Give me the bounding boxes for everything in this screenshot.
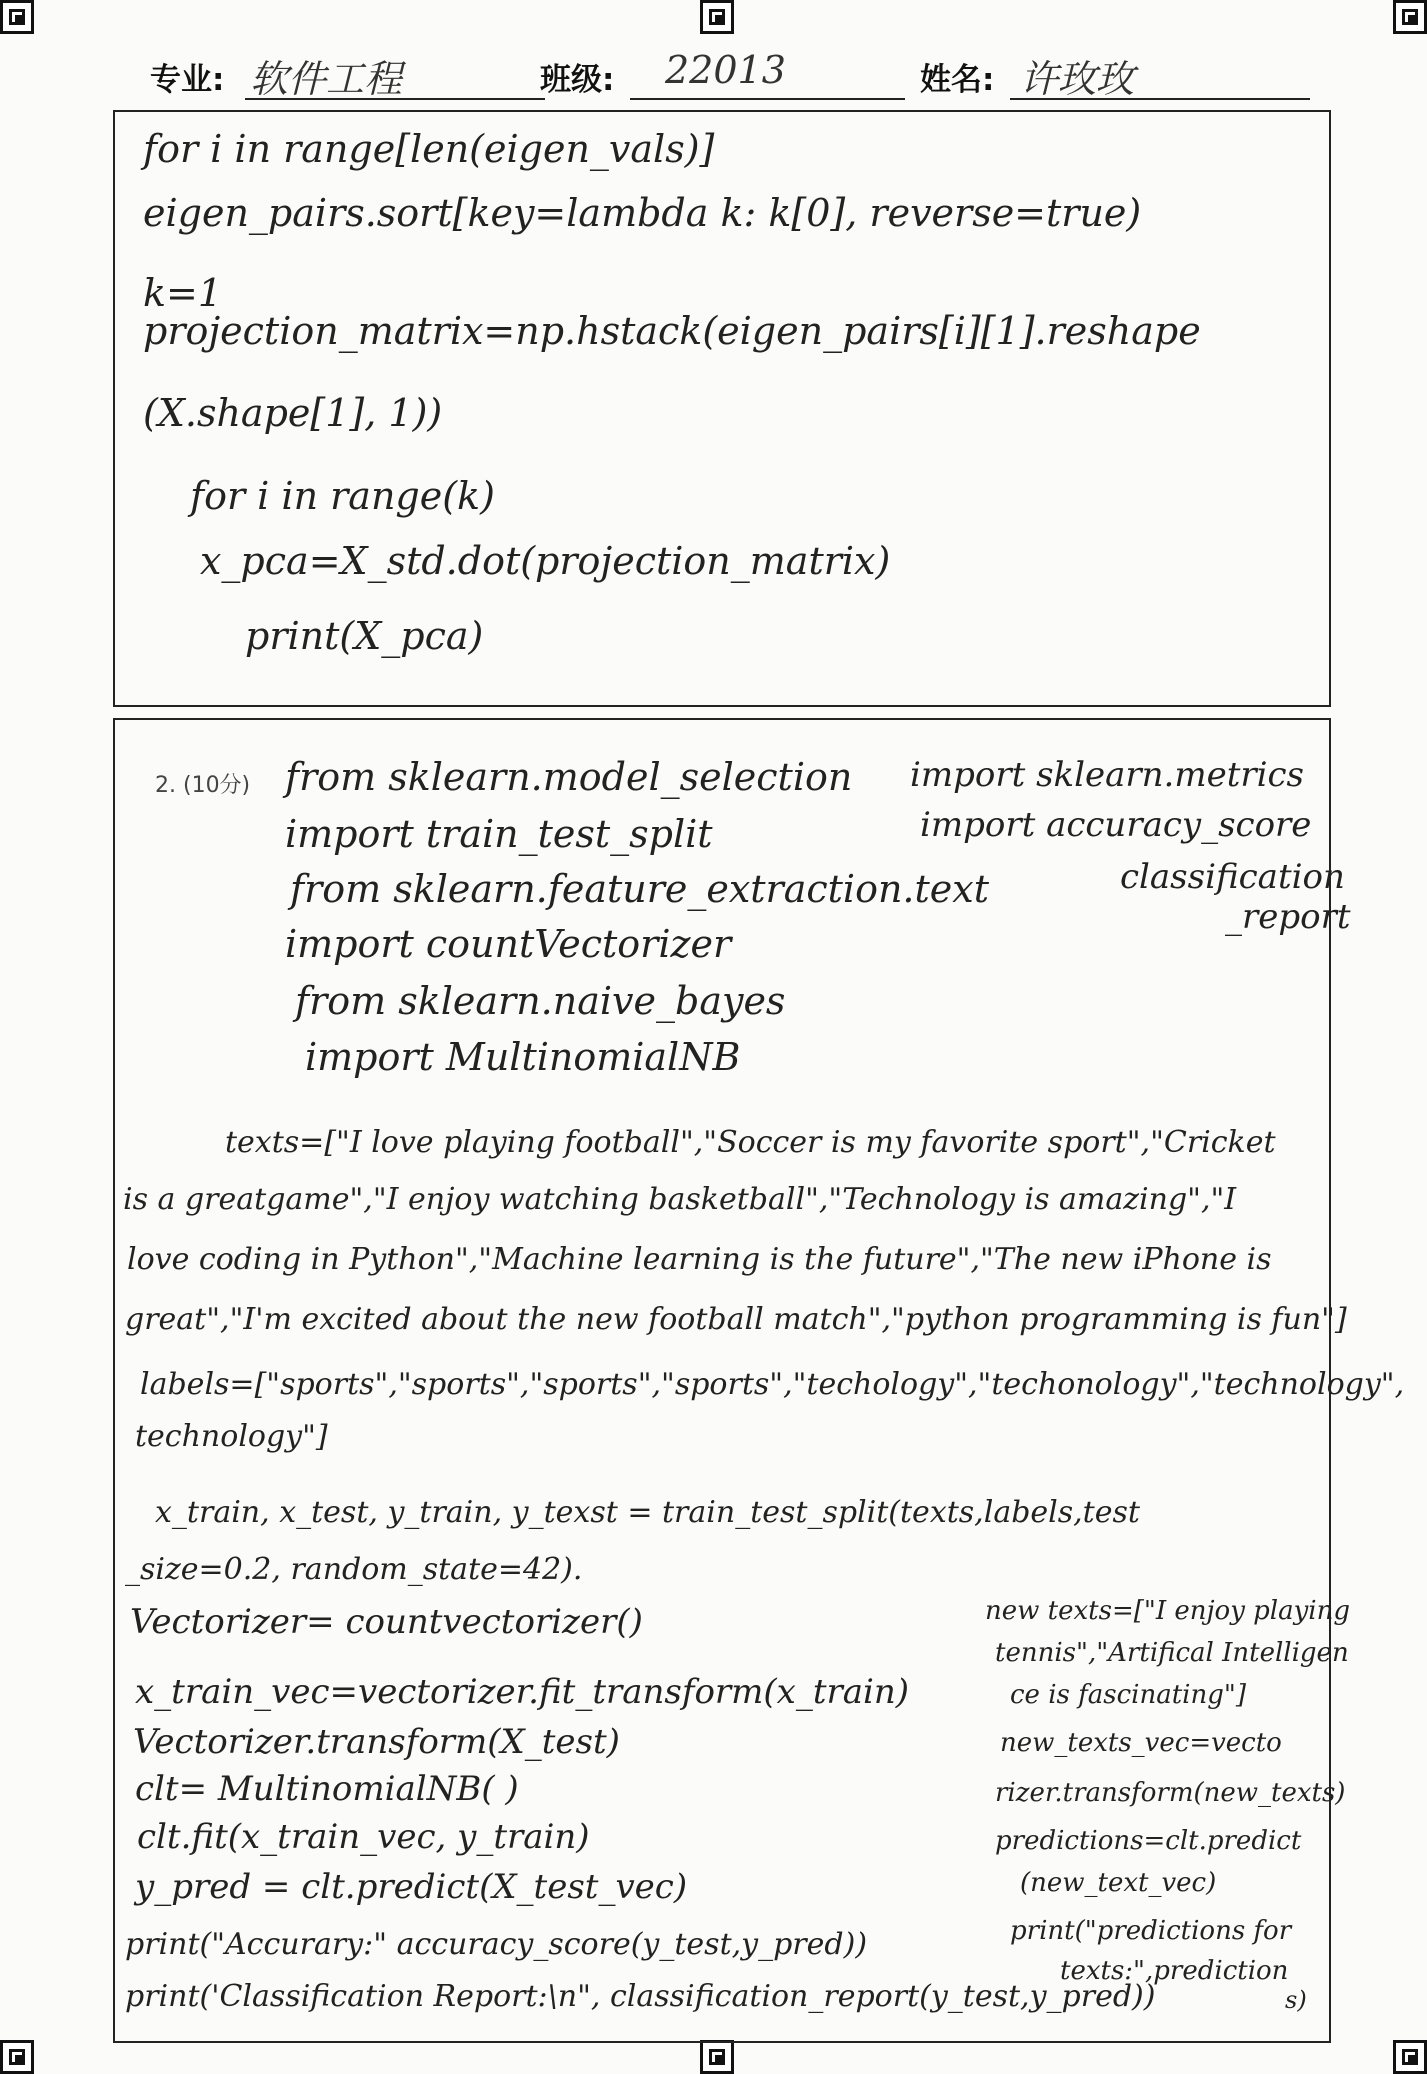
class-underline [630,98,905,100]
class-label: 班级: [540,62,615,98]
side-code-line: print("predictions for [1010,1916,1292,1946]
registration-marker-bottom-right [1393,2040,1427,2074]
header [150,48,1315,108]
registration-marker-bottom-left [0,2040,34,2074]
side-code-line: rizer.transform(new_texts) [995,1778,1346,1808]
side-code-line: (new_text_vec) [1020,1868,1217,1898]
code-line: _size=0.2, random_state=42). [125,1552,583,1587]
code-line: x_pca=X_std.dot(projection_matrix) [200,539,891,583]
side-code-line: new_texts_vec=vecto [1000,1728,1282,1758]
class-value: 22013 [665,48,786,92]
code-line: import countVectorizer [285,922,732,966]
code-line: from sklearn.model_selection [285,755,853,799]
registration-marker-top-left [0,0,34,34]
side-code-line: new texts=["I enjoy playing [985,1596,1351,1626]
name-label: 姓名: [920,62,995,98]
code-line: is a greatgame","I enjoy watching basketball","Technology is amazing","I [123,1182,1237,1217]
code-line: technology"] [135,1419,328,1454]
side-code-line: import accuracy_score [920,805,1312,845]
answer-box-2 [113,718,1405,2043]
side-code-line: tennis","Artifical Intelligen [995,1638,1349,1668]
registration-marker-bottom-center [700,2040,734,2074]
code-line: eigen_pairs.sort[key=lambda k: k[0], reverse=true) [143,191,1142,235]
code-line: great","I'm excited about the new football match","python programming is fun"] [125,1302,1347,1337]
side-code-line: predictions=clt.predict [995,1826,1302,1856]
code-line: x_train, x_test, y_train, y_texst = train_test_split(texts,labels,test [155,1495,1140,1530]
code-line: print(X_pca) [245,614,484,658]
major-value: 软件工程 [250,57,403,101]
code-line: for i in range(k) [190,474,495,518]
side-code-line: import sklearn.metrics [910,755,1304,795]
code-line: labels=["sports","sports","sports","sports","techology","techonology","technology", [140,1367,1405,1402]
registration-marker-top-right [1393,0,1427,34]
code-line: print('Classification Report:\n", classification_report(y_test,y_pred)) [125,1979,1156,2014]
major-underline [245,98,545,100]
code-line: x_train_vec=vectorizer.fit_transform(x_train) [135,1672,910,1712]
name-value: 许玫玫 [1020,57,1135,101]
code-line: from sklearn.feature_extraction.text [290,867,989,911]
code-line: projection_matrix=np.hstack(eigen_pairs[i][1].reshape [143,309,1201,353]
side-code-line: s) [1285,1986,1307,2014]
code-line: clt.fit(x_train_vec, y_train) [137,1817,590,1857]
code-line: texts=["I love playing football","Soccer is my favorite sport","Cricket [225,1125,1276,1160]
code-line: (X.shape[1], 1)) [143,391,443,435]
side-code-line: _report [1225,897,1351,937]
side-code-line: texts:",prediction [1060,1956,1289,1986]
side-code-line: classification [1120,857,1345,897]
code-line: from sklearn.naive_bayes [295,979,786,1023]
code-line: Vectorizer.transform(X_test) [133,1722,620,1762]
code-line: print("Accurary:" accuracy_score(y_test,y_pred)) [125,1927,868,1962]
code-line: clt= MultinomialNB( ) [135,1769,519,1809]
code-line: for i in range[len(eigen_vals)] [143,127,715,171]
registration-marker-top-center [700,0,734,34]
code-line: k=1 [143,271,223,315]
code-line: y_pred = clt.predict(X_test_vec) [135,1867,688,1907]
major-label: 专业: [150,62,225,98]
name-underline [1010,98,1310,100]
code-line: Vectorizer= countvectorizer() [130,1602,643,1642]
code-line: import train_test_split [285,812,713,856]
code-line: import MultinomialNB [305,1035,741,1079]
side-code-line: ce is fascinating"] [1010,1680,1246,1710]
answer-box-1 [113,110,1331,707]
question-number: 2. (10分) [155,773,251,798]
code-line: love coding in Python","Machine learning is the future","The new iPhone is [127,1242,1272,1277]
